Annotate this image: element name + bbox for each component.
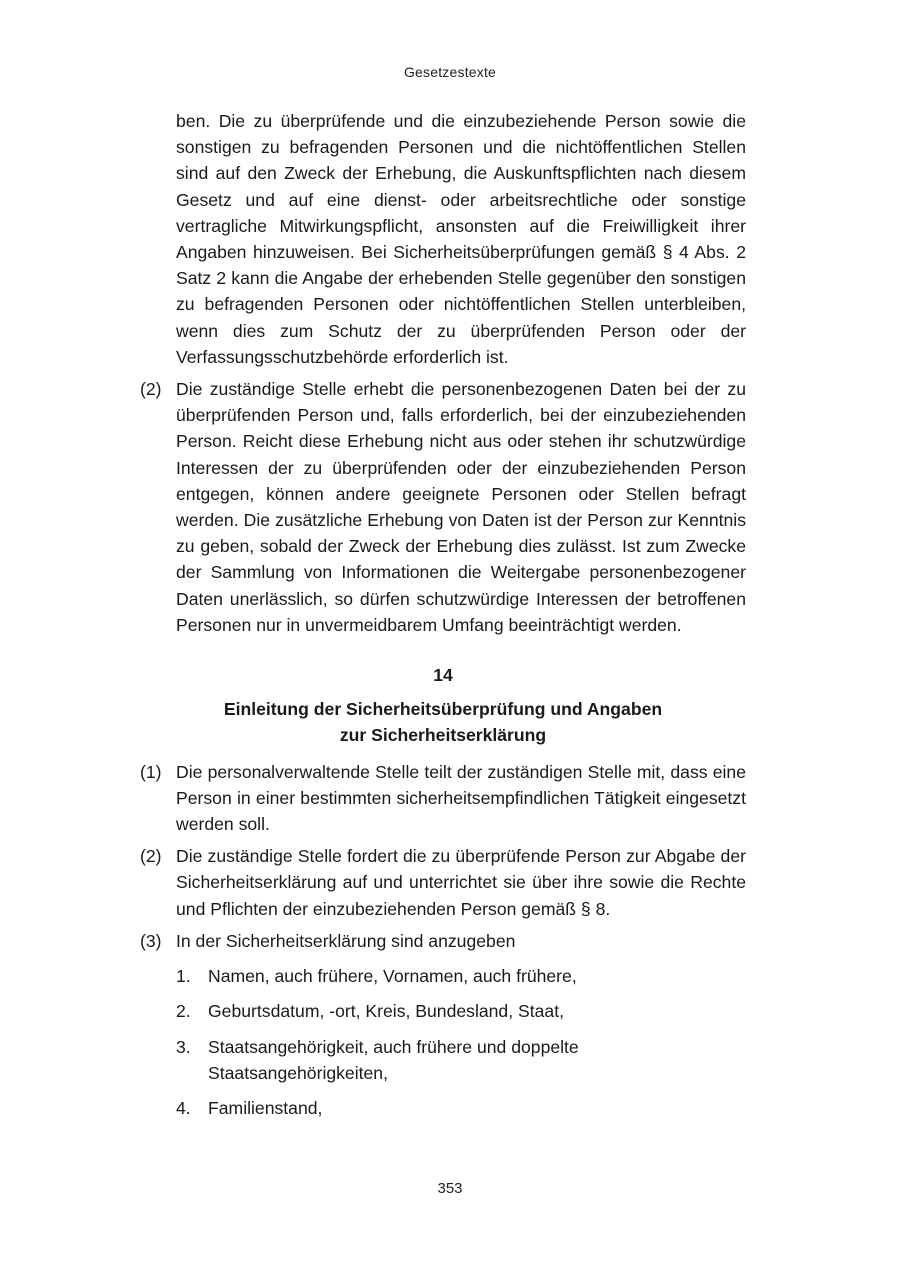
section-14-paragraph-1 xyxy=(140,759,746,838)
paragraph-text: Die zuständige Stelle fordert die zu überprüfende Person zur Abgabe der Sicherheitserklärung auf und unterrichtet sie über ihre sowie die Rechte und Pflichten der einzubeziehenden Person gemäß § 8. xyxy=(176,846,746,919)
item-number: 3. xyxy=(176,1036,191,1057)
running-header: Gesetzestexte xyxy=(403,64,497,80)
list-item xyxy=(176,1034,746,1086)
section-title-line-1: Einleitung der Sicherheitsüberprüfung und Angaben xyxy=(223,699,663,720)
list-item xyxy=(176,998,746,1024)
item-number: 4. xyxy=(176,1097,191,1118)
item-text: Geburtsdatum, -ort, Kreis, Bundesland, Staat, xyxy=(208,1001,564,1022)
item-text: Namen, auch frühere, Vornamen, auch frühere, xyxy=(208,966,577,987)
item-number: 2. xyxy=(176,1001,191,1022)
item-text: Staatsangehörigkeit, auch frühere und doppelte Staatsangehörigkeiten, xyxy=(208,1036,579,1083)
section-14-paragraph-3 xyxy=(140,928,746,954)
paragraph-text: Die personalverwaltende Stelle teilt der zuständigen Stelle mit, dass eine Person in einer bestimmten sicherheitsempfindlichen Tätigkeit eingesetzt werden soll. xyxy=(176,761,746,835)
section-title xyxy=(140,696,746,748)
list-item xyxy=(176,963,746,989)
paragraph-text: In der Sicherheitserklärung sind anzugeben xyxy=(176,930,516,951)
item-number: 1. xyxy=(176,966,191,987)
paragraph-2 xyxy=(140,376,746,638)
paragraph-number: (2) xyxy=(140,846,162,867)
list-item xyxy=(176,1095,746,1121)
section-14-paragraph-2 xyxy=(140,843,746,922)
continuation-paragraph: ben. Die zu überprüfende und die einzubeziehende Person sowie die sonstigen zu befragenden Personen und die nichtöffentlichen Stellen sind auf den Zweck der Erhebung, die Auskunftspflichten nach diesem Gesetz und auf eine dienst- oder arbeitsrechtliche oder sonstige vertragliche Mitwirkungspflicht, ansonsten auf die Freiwilligkeit ihrer Angaben hinzuweisen. Bei Sicherheitsüberprüfungen gemäß § 4 Abs. 2 Satz 2 kann die Angabe der erhebenden Stelle gegenüber den sonstigen zu befragenden Personen oder nichtöffentlichen Stellen unterbleiben, wenn dies zum Schutz der zu überprüfenden Person oder der Verfassungsschutzbehörde erforderlich ist. xyxy=(176,111,746,367)
section-title-line-2: zur Sicherheitserklärung xyxy=(339,725,547,746)
paragraph-number: (2) xyxy=(140,379,162,400)
paragraph-text: Die zuständige Stelle erhebt die personenbezogenen Daten bei der zu überprüfenden Person und, falls erforderlich, bei der einzubeziehenden Person. Reicht diese Erhebung nicht aus oder stehen ihr schutzwürdige Interessen der zu überprüfenden oder der einzubeziehenden Person entgegen, können andere geeignete Personen oder Stellen befragt werden. Die zusätzliche Erhebung von Daten ist der Person zur Kenntnis zu geben, sobald der Zweck der Erhebung dies zulässt. Ist zum Zwecke der Sammlung von Informationen die Weitergabe personenbezogener Daten unerlässlich, so dürfen schutzwürdige Interessen der betroffenen Personen nur in unvermeidbarem Umfang beeinträchtigt werden. xyxy=(176,379,746,635)
paragraph-number: (3) xyxy=(140,930,162,951)
section-14-paragraphs xyxy=(140,759,746,1121)
page-number: 353 xyxy=(437,1180,463,1197)
page-content xyxy=(140,108,746,1121)
item-text: Familienstand, xyxy=(208,1097,323,1118)
section-number: 14 xyxy=(433,665,453,686)
paragraph-number: (1) xyxy=(140,761,162,782)
declaration-items-list xyxy=(176,963,746,1121)
